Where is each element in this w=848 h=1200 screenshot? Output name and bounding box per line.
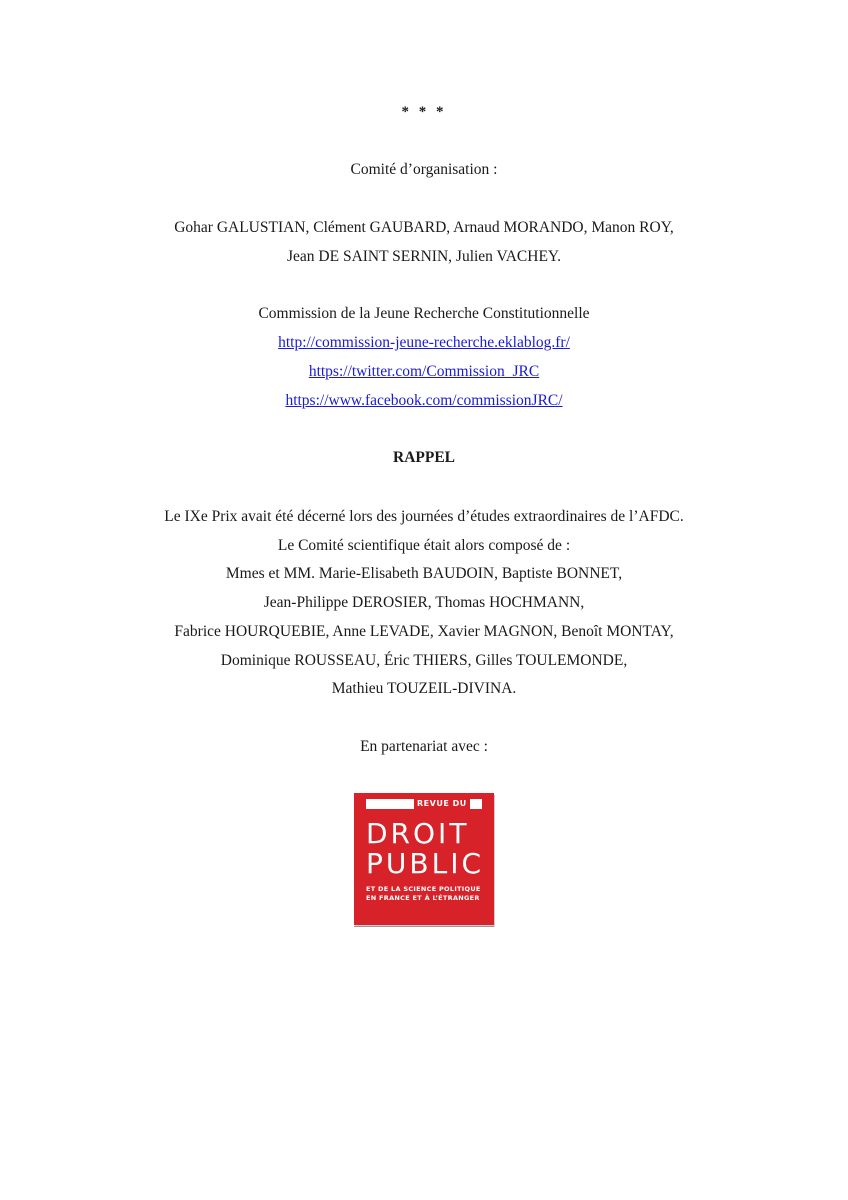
rappel-heading: RAPPEL xyxy=(393,449,455,466)
partnership-heading: En partenariat avec : xyxy=(360,738,488,755)
commission-facebook-link-row xyxy=(0,391,848,411)
commission-twitter-link-row xyxy=(0,362,848,382)
revue-droit-public-logo xyxy=(354,793,494,925)
commission-twitter-link[interactable]: https://twitter.com/Commission_JRC xyxy=(308,363,540,380)
commission-name: Commission de la Jeune Recherche Constitutionnelle xyxy=(258,305,590,322)
logo-title-line-1: DROIT xyxy=(366,817,470,850)
commission-blog-link[interactable]: http://commission-jeune-recherche.eklablog.fr/ xyxy=(278,334,570,351)
rappel-line: Le IXe Prix avait été décerné lors des journées d’études extraordinaires de l’AFDC. xyxy=(164,508,684,525)
logo-underline xyxy=(354,926,494,927)
logo-top-text: REVUE DU xyxy=(414,799,470,809)
rappel-line: Mathieu TOUZEIL-DIVINA. xyxy=(331,680,517,697)
committee-members-line-2: Jean DE SAINT SERNIN, Julien VACHEY. xyxy=(287,248,561,265)
rappel-line: Le Comité scientifique était alors composé de : xyxy=(277,537,571,554)
section-separator: * * * xyxy=(401,104,447,120)
logo-subtitle-line-2: EN FRANCE ET À L’ÉTRANGER xyxy=(366,894,480,902)
rappel-line: Jean-Philippe DEROSIER, Thomas HOCHMANN, xyxy=(263,594,585,611)
rappel-line: Fabrice HOURQUEBIE, Anne LEVADE, Xavier MAGNON, Benoît MONTAY, xyxy=(174,623,674,640)
rappel-line: Dominique ROUSSEAU, Éric THIERS, Gilles TOULEMONDE, xyxy=(220,652,628,669)
committee-members-line-1: Gohar GALUSTIAN, Clément GAUBARD, Arnaud MORANDO, Manon ROY, xyxy=(174,219,674,236)
logo-subtitle-line-1: ET DE LA SCIENCE POLITIQUE xyxy=(366,885,481,893)
rappel-line: Mmes et MM. Marie-Elisabeth BAUDOIN, Baptiste BONNET, xyxy=(225,565,623,582)
logo-title-line-2: PUBLIC xyxy=(366,847,484,880)
commission-blog-link-row xyxy=(0,333,848,353)
committee-heading: Comité d’organisation : xyxy=(350,161,498,178)
commission-facebook-link[interactable]: https://www.facebook.com/commissionJRC/ xyxy=(285,392,563,409)
